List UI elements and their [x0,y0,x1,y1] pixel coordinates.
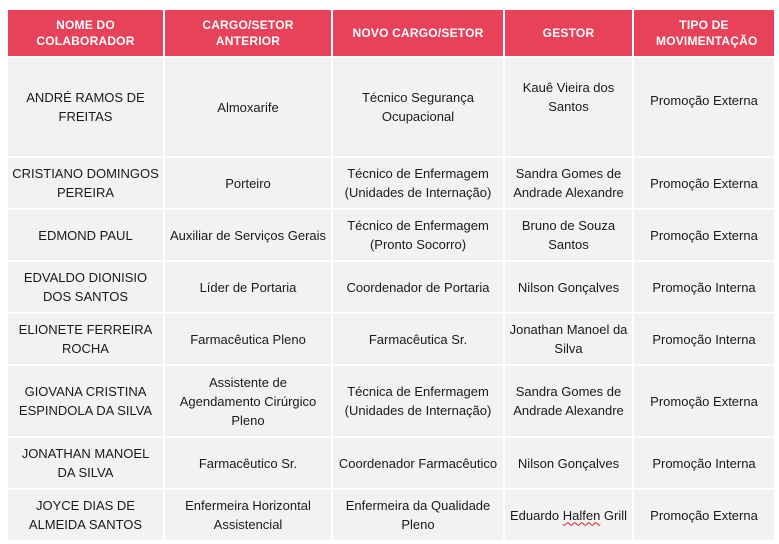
cell-tipo: Promoção Externa [634,210,774,260]
cell-tipo: Promoção Externa [634,158,774,208]
cell-nome: JONATHAN MANOEL DA SILVA [8,438,163,488]
header-tipo-movimentacao: TIPO DE MOVIMENTAÇÃO [634,10,774,56]
header-nome-colaborador: NOME DO COLABORADOR [8,10,163,56]
cell-cargo-anterior: Assistente de Agendamento Cirúrgico Pleno [165,366,331,436]
cell-cargo-anterior: Farmacêutico Sr. [165,438,331,488]
cell-nome: JOYCE DIAS DE ALMEIDA SANTOS [8,490,163,540]
cell-gestor: Jonathan Manoel da Silva [505,314,632,364]
cell-nome: GIOVANA CRISTINA ESPINDOLA DA SILVA [8,366,163,436]
cell-tipo: Promoção Externa [634,490,774,540]
cell-novo-cargo: Técnico de Enfermagem (Unidades de Internação) [333,158,503,208]
cell-gestor: Sandra Gomes de Andrade Alexandre [505,158,632,208]
cell-nome: ELIONETE FERREIRA ROCHA [8,314,163,364]
spellcheck-underline: Halfen [562,507,601,523]
cell-cargo-anterior: Auxiliar de Serviços Gerais [165,210,331,260]
header-row [8,10,774,56]
cell-cargo-anterior: Enfermeira Horizontal Assistencial [165,490,331,540]
table-row [8,314,774,364]
cell-gestor: Kauê Vieira dos Santos [505,58,632,156]
table-row [8,438,774,488]
cell-gestor: Nilson Gonçalves [505,262,632,312]
movements-table [6,8,776,542]
header-cargo-anterior: CARGO/SETOR ANTERIOR [165,10,331,56]
cell-tipo: Promoção Externa [634,58,774,156]
cell-novo-cargo: Enfermeira da Qualidade Pleno [333,490,503,540]
cell-cargo-anterior: Líder de Portaria [165,262,331,312]
cell-nome: ANDRÉ RAMOS DE FREITAS [8,58,163,156]
cell-novo-cargo: Técnico Segurança Ocupacional [333,58,503,156]
table-row [8,158,774,208]
cell-gestor: Eduardo Halfen Grill [505,490,632,540]
header-gestor: GESTOR [505,10,632,56]
cell-cargo-anterior: Almoxarife [165,58,331,156]
cell-gestor: Sandra Gomes de Andrade Alexandre [505,366,632,436]
cell-novo-cargo: Coordenador de Portaria [333,262,503,312]
cell-novo-cargo: Técnica de Enfermagem (Unidades de Internação) [333,366,503,436]
cell-novo-cargo: Coordenador Farmacêutico [333,438,503,488]
table-row [8,58,774,156]
cell-gestor: Nilson Gonçalves [505,438,632,488]
cell-cargo-anterior: Farmacêutica Pleno [165,314,331,364]
header-novo-cargo: NOVO CARGO/SETOR [333,10,503,56]
cell-gestor: Bruno de Souza Santos [505,210,632,260]
table-row [8,490,774,540]
cell-cargo-anterior: Porteiro [165,158,331,208]
cell-novo-cargo: Técnico de Enfermagem (Pronto Socorro) [333,210,503,260]
cell-tipo: Promoção Interna [634,438,774,488]
cell-tipo: Promoção Externa [634,366,774,436]
cell-nome: EDVALDO DIONISIO DOS SANTOS [8,262,163,312]
table-row [8,210,774,260]
table-row [8,366,774,436]
table-row [8,262,774,312]
cell-tipo: Promoção Interna [634,262,774,312]
cell-nome: CRISTIANO DOMINGOS PEREIRA [8,158,163,208]
cell-tipo: Promoção Interna [634,314,774,364]
cell-nome: EDMOND PAUL [8,210,163,260]
cell-novo-cargo: Farmacêutica Sr. [333,314,503,364]
